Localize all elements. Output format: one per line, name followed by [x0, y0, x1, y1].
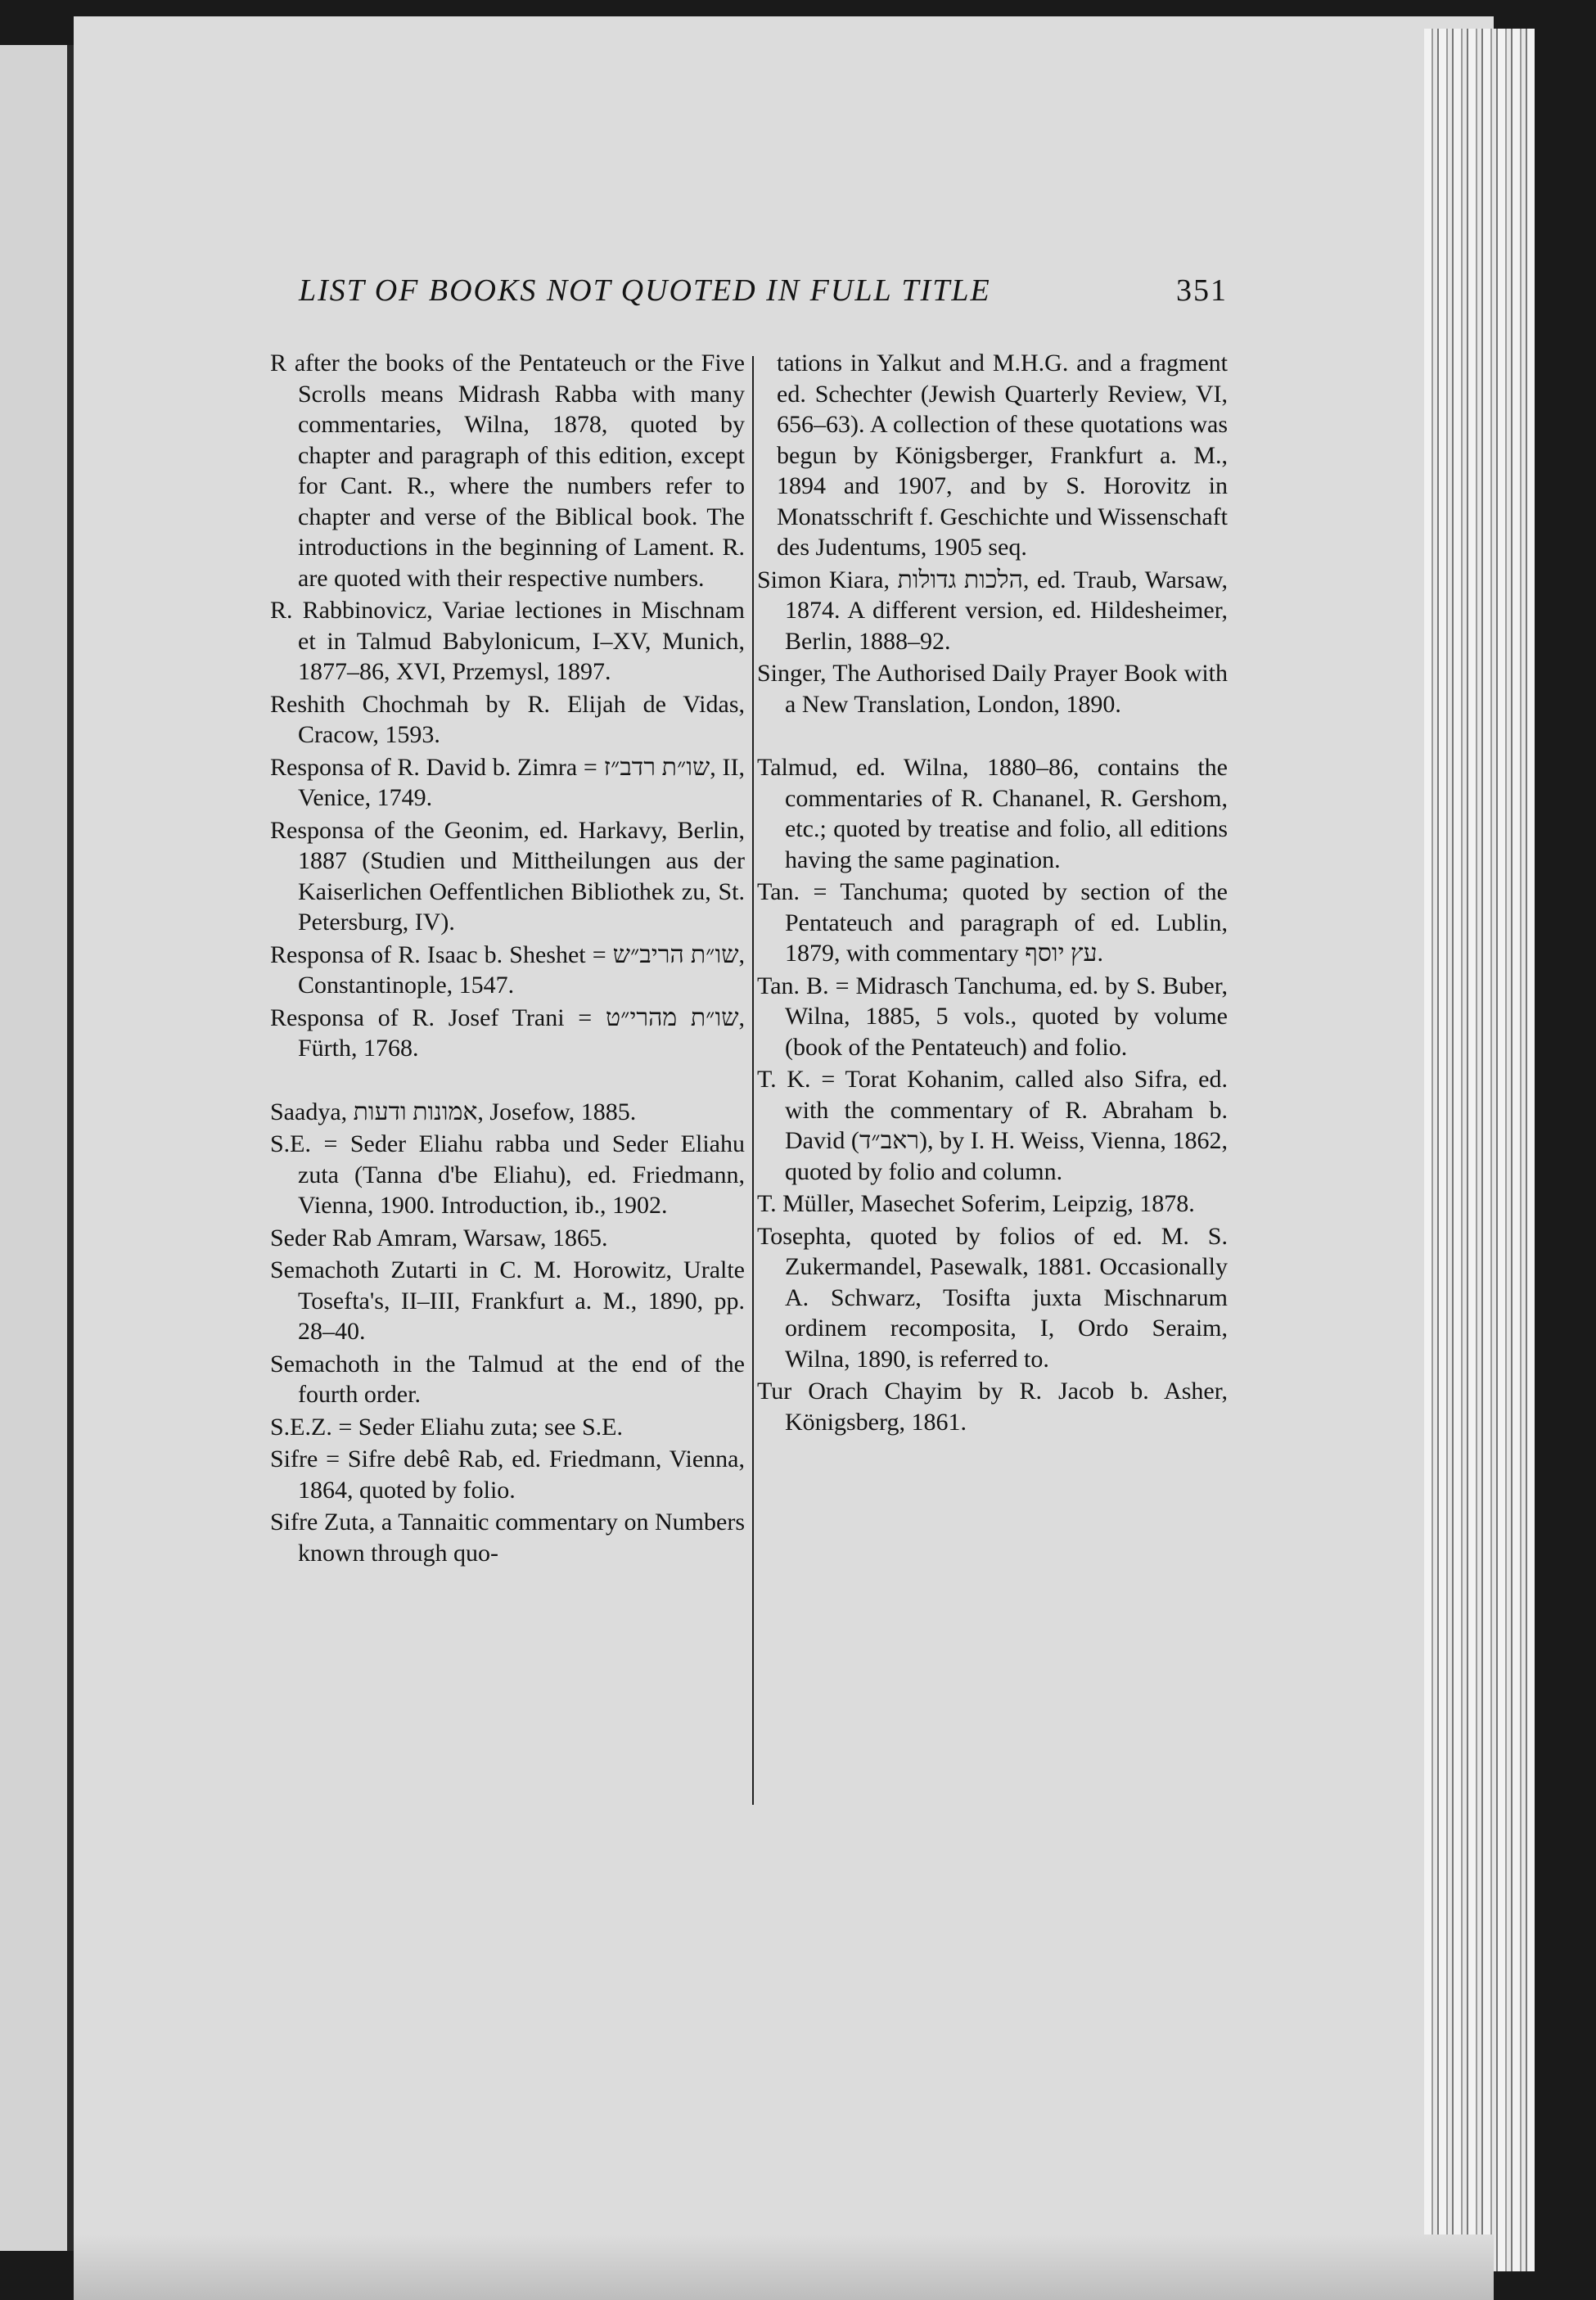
book-gutter [67, 45, 74, 2251]
right-column [757, 348, 1228, 1805]
list-item: Semachoth Zutarti in C. M. Horowitz, Uralte Tosefta's, II–III, Frankfurt a. M., 1890, pp. 28–40. [270, 1256, 745, 1345]
list-item: S.E.Z. = Seder Eliahu zuta; see S.E. [270, 1413, 623, 1441]
list-item: Saadya, אמונות ודעות, Josefow, 1885. [270, 1098, 637, 1125]
page-header [299, 273, 1228, 322]
list-item: Tosephta, quoted by folios of ed. M. S. Zukermandel, Pasewalk, 1881. Occasionally A. Schwarz, Tosifta juxta Mischnarum ordinem recomposita, I, Ordo Seraim, Wilna, 1890, is referred to. [757, 1222, 1228, 1373]
list-item: Singer, The Authorised Daily Prayer Book with a New Translation, London, 1890. [757, 660, 1228, 718]
list-item: Responsa of the Geonim, ed. Harkavy, Berlin, 1887 (Studien und Mittheilungen aus der Kaiserlichen Oeffentlichen Bibliothek zu, St. Petersburg, IV). [270, 816, 745, 936]
list-item: Responsa of R. Josef Trani = שו״ת מהרי״ט, Fürth, 1768. [270, 1003, 745, 1062]
column-divider [752, 356, 754, 1805]
list-item: R. Rabbinovicz, Variae lectiones in Mischnam et in Talmud Babylonicum, I–XV, Munich, 1877–86, XVI, Przemysl, 1897. [270, 597, 745, 685]
list-item: R after the books of the Pentateuch or the Five Scrolls means Midrash Rabba with many commentaries, Wilna, 1878, quoted by chapter and paragraph of this edition, except for Cant. R., where the numbers refer to chapter and verse of the Biblical book. The introductions in the beginning of Lament. R. are quoted with their respective numbers. [270, 350, 745, 592]
list-item: Sifre Zuta, a Tannaitic commentary on Numbers known through quo- [270, 1509, 745, 1567]
running-title: LIST OF BOOKS NOT QUOTED IN FULL TITLE [299, 273, 991, 308]
left-column [270, 348, 745, 1805]
list-item: T. K. = Torat Kohanim, called also Sifra, ed. with the commentary of R. Abraham b. David (ראב״ד), by I. H. Weiss, Vienna, 1862, quoted by folio and column. [757, 1066, 1228, 1185]
list-item: S.E. = Seder Eliahu rabba und Seder Eliahu zuta (Tanna d'be Eliahu), ed. Friedmann, Vienna, 1900. Introduction, ib., 1902. [270, 1130, 745, 1219]
list-item: Responsa of R. David b. Zimra = שו״ת רדב״ז, II, Venice, 1749. [270, 753, 745, 811]
list-item: Tur Orach Chayim by R. Jacob b. Asher, Königsberg, 1861. [757, 1378, 1228, 1436]
page-number: 351 [1176, 273, 1228, 308]
page-bottom-shade [74, 2235, 1494, 2300]
list-item: Talmud, ed. Wilna, 1880–86, contains the commentaries of R. Chananel, R. Gershom, etc.; quoted by treatise and folio, all editions having the same pagination. [757, 754, 1228, 873]
list-item: Responsa of R. Isaac b. Sheshet = שו״ת הריב״ש, Constantinople, 1547. [270, 940, 745, 999]
list-item: Sifre = Sifre debê Rab, ed. Friedmann, Vienna, 1864, quoted by folio. [270, 1445, 745, 1504]
facing-page-edge [0, 45, 67, 2251]
list-item: T. Müller, Masechet Soferim, Leipzig, 1878. [757, 1190, 1195, 1217]
list-item: Reshith Chochmah by R. Elijah de Vidas, Cracow, 1593. [270, 690, 745, 748]
list-item: tations in Yalkut and M.H.G. and a fragment ed. Schechter (Jewish Quarterly Review, VI, 656–63). A collection of these quotations was begun by Königsberger, Frankfurt a. M., 1894 and 1907, and by S. Horovitz in Monatsschrift f. Geschichte und Wissenschaft des Judentums, 1905 seq. [777, 350, 1228, 561]
section-gap [270, 1066, 745, 1097]
page-edges [1424, 29, 1535, 2271]
section-gap [757, 721, 1228, 752]
list-item: Tan. B. = Midrasch Tanchuma, ed. by S. Buber, Wilna, 1885, 5 vols., quoted by volume (book of the Pentateuch) and folio. [757, 972, 1228, 1061]
list-item: Tan. = Tanchuma; quoted by section of the Pentateuch and paragraph of ed. Lublin, 1879, with commentary עץ יוסף. [757, 878, 1228, 967]
list-item: Simon Kiara, הלכות גדולות, ed. Traub, Warsaw, 1874. A different version, ed. Hildesheimer, Berlin, 1888–92. [757, 566, 1229, 655]
list-item: Seder Rab Amram, Warsaw, 1865. [270, 1224, 608, 1251]
list-item: Semachoth in the Talmud at the end of the fourth order. [270, 1350, 745, 1408]
